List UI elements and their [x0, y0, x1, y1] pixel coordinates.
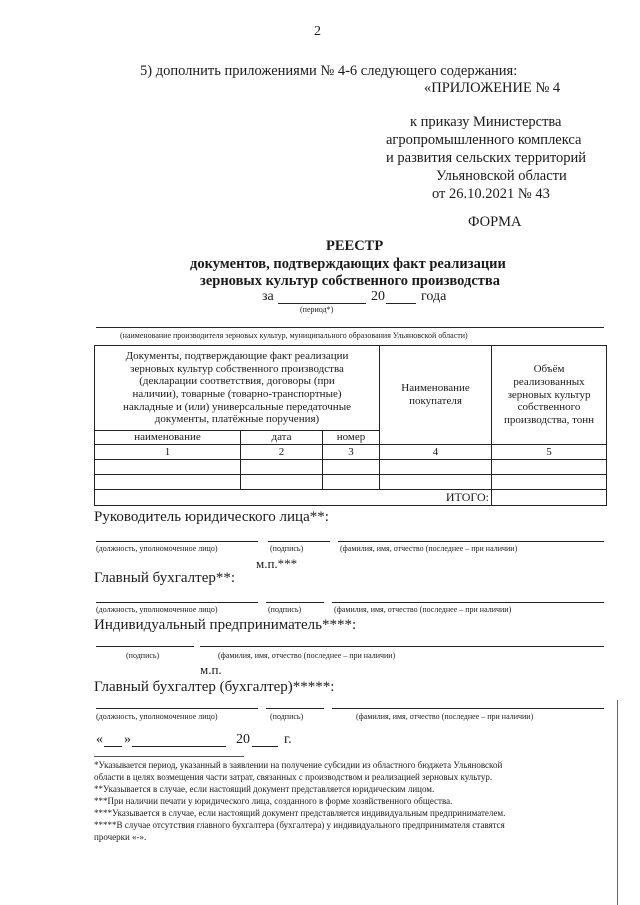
- table-cell[interactable]: [323, 475, 380, 490]
- date-close-quote: »: [124, 732, 131, 747]
- table-cell[interactable]: [95, 460, 241, 475]
- buyer-header-line: Наименование: [401, 382, 470, 395]
- footnote-5: *****В случае отсутствия главного бухгалтера (бухгалтера) у индивидуального предпринимателя ставятся: [94, 820, 505, 830]
- registry-subtitle-2: зерновых культур собственного производства: [200, 273, 500, 289]
- page-number: 2: [314, 24, 321, 39]
- accountant-name-field[interactable]: [332, 602, 604, 603]
- appendix-line4: Ульяновской области: [436, 168, 567, 184]
- subheader-number: номер: [323, 431, 380, 445]
- subheader-name: наименование: [95, 431, 241, 445]
- footnote-4: ****Указывается в случае, если настоящий документ представляется индивидуальным предпринимателем.: [94, 808, 506, 818]
- table-cell[interactable]: [492, 460, 607, 475]
- volume-header: [492, 346, 607, 445]
- appendix-line1: к приказу Министерства: [410, 114, 562, 130]
- period-year: 20: [371, 289, 385, 304]
- accountant-position-field[interactable]: [96, 602, 258, 603]
- name-caption: (фамилия, имя, отчество (последнее – при наличии): [218, 651, 396, 660]
- table-cell[interactable]: [380, 460, 492, 475]
- accountant2-name-field[interactable]: [332, 708, 604, 709]
- date-year-prefix: 20: [236, 732, 250, 747]
- entrepreneur-title: Индивидуальный предприниматель****:: [94, 617, 357, 633]
- head-name-field[interactable]: [338, 541, 604, 542]
- footnote-5-cont: прочерки «-».: [94, 832, 147, 842]
- position-caption: (должность, уполномоченное лицо): [96, 544, 218, 553]
- form-label: ФОРМА: [468, 214, 522, 230]
- accountant-signature-field[interactable]: [266, 602, 324, 603]
- stamp-mark: м.п.***: [256, 556, 298, 571]
- entrepreneur-signature-field[interactable]: [96, 646, 194, 647]
- column-number: 2: [241, 445, 323, 460]
- date-day-field[interactable]: [104, 746, 122, 747]
- scan-edge: [617, 700, 618, 905]
- chief-accountant-title: Главный бухгалтер**:: [94, 570, 236, 586]
- volume-header-line: Объём: [533, 363, 565, 376]
- table-cell[interactable]: [241, 460, 323, 475]
- signature-caption: (подпись): [270, 544, 304, 553]
- footnote-1: *Указывается период, указанный в заявлении на получение субсидии из областного бюджета Ульяновской: [94, 760, 503, 770]
- footnote-3: ***При наличии печати у юридического лица, созданного в форме хозяйственного общества.: [94, 796, 453, 806]
- signature-caption: (подпись): [126, 651, 160, 660]
- appendix-line3: и развития сельских территорий: [386, 150, 587, 166]
- date-month-field[interactable]: [132, 746, 226, 747]
- documents-header-line: накладные и (или) универсальные передаточные: [123, 400, 351, 413]
- position-caption: (должность, уполномоченное лицо): [96, 712, 218, 721]
- head-position-field[interactable]: [96, 541, 258, 542]
- table-cell[interactable]: [492, 475, 607, 490]
- signature-caption: (подпись): [268, 605, 302, 614]
- period-suffix: года: [421, 289, 447, 304]
- entrepreneur-name-field[interactable]: [200, 646, 604, 647]
- date-year-field[interactable]: [252, 746, 278, 747]
- intro-text: 5) дополнить приложениями № 4-6 следующего содержания:: [140, 63, 518, 79]
- subheader-date: дата: [241, 431, 323, 445]
- column-number: 5: [492, 445, 607, 460]
- column-number: 3: [323, 445, 380, 460]
- column-number: 4: [380, 445, 492, 460]
- producer-field[interactable]: [96, 327, 604, 328]
- documents-header-line: наличии), товарные (товарно-транспортные): [132, 388, 342, 400]
- name-caption: (фамилия, имя, отчество (последнее – при наличии): [340, 544, 518, 553]
- footnote-1-cont: области в целях возмещения части затрат, связанных с производством и реализацией зерновых культур.: [94, 772, 493, 782]
- total-label: ИТОГО:: [95, 490, 492, 506]
- date-suffix: г.: [284, 732, 292, 747]
- documents-header-line: документы, платёжные поручения): [154, 413, 320, 426]
- volume-header-line: зерновых культур: [507, 388, 591, 401]
- accountant2-signature-field[interactable]: [266, 708, 324, 709]
- registry-subtitle-1: документов, подтверждающих факт реализации: [190, 256, 506, 272]
- volume-header-line: собственного: [517, 401, 581, 414]
- registry-title: РЕЕСТР: [326, 238, 384, 254]
- chief-accountant2-title: Главный бухгалтер (бухгалтер)*****:: [94, 679, 335, 695]
- period-field[interactable]: [278, 303, 366, 304]
- buyer-header-line: покупателя: [409, 395, 462, 407]
- period-caption: (период*): [300, 305, 334, 314]
- period-prefix: за: [262, 289, 274, 304]
- position-caption: (должность, уполномоченное лицо): [96, 605, 218, 614]
- appendix-line5: от 26.10.2021 № 43: [432, 186, 550, 202]
- documents-header-line: Документы, подтверждающие факт реализации: [125, 350, 349, 363]
- appendix-line2: агропромышленного комплекса: [386, 132, 582, 148]
- footnote-divider: [94, 756, 244, 757]
- period-year-field[interactable]: [386, 303, 416, 304]
- volume-header-line: реализованных: [513, 376, 585, 389]
- stamp-mark: м.п.: [200, 662, 222, 677]
- head-title: Руководитель юридического лица**:: [94, 509, 329, 525]
- documents-header-line: (декларации соответствия, договоры (при: [139, 375, 335, 388]
- table-cell[interactable]: [241, 475, 323, 490]
- volume-header-line: производства, тонн: [503, 413, 595, 426]
- head-signature-field[interactable]: [268, 541, 330, 542]
- footnote-2: **Указывается в случае, если настоящий документ представляется юридическим лицом.: [94, 784, 435, 794]
- name-caption: (фамилия, имя, отчество (последнее – при наличии): [334, 605, 512, 614]
- appendix-title: «ПРИЛОЖЕНИЕ № 4: [424, 80, 561, 96]
- total-value-cell[interactable]: [492, 490, 607, 506]
- buyer-header: [380, 346, 492, 445]
- signature-caption: (подпись): [270, 712, 304, 721]
- producer-caption: (наименование производителя зерновых культур, муниципального образования Ульяновской области): [120, 331, 468, 340]
- date-open-quote: «: [96, 732, 103, 747]
- column-number: 1: [95, 445, 241, 460]
- table-cell[interactable]: [380, 475, 492, 490]
- documents-header-line: зерновых культур собственного производства: [130, 362, 344, 375]
- registry-table: [94, 345, 607, 506]
- table-cell[interactable]: [323, 460, 380, 475]
- documents-header: [95, 346, 380, 431]
- table-cell[interactable]: [95, 475, 241, 490]
- name-caption: (фамилия, имя, отчество (последнее – при наличии): [356, 712, 534, 721]
- accountant2-position-field[interactable]: [96, 708, 258, 709]
